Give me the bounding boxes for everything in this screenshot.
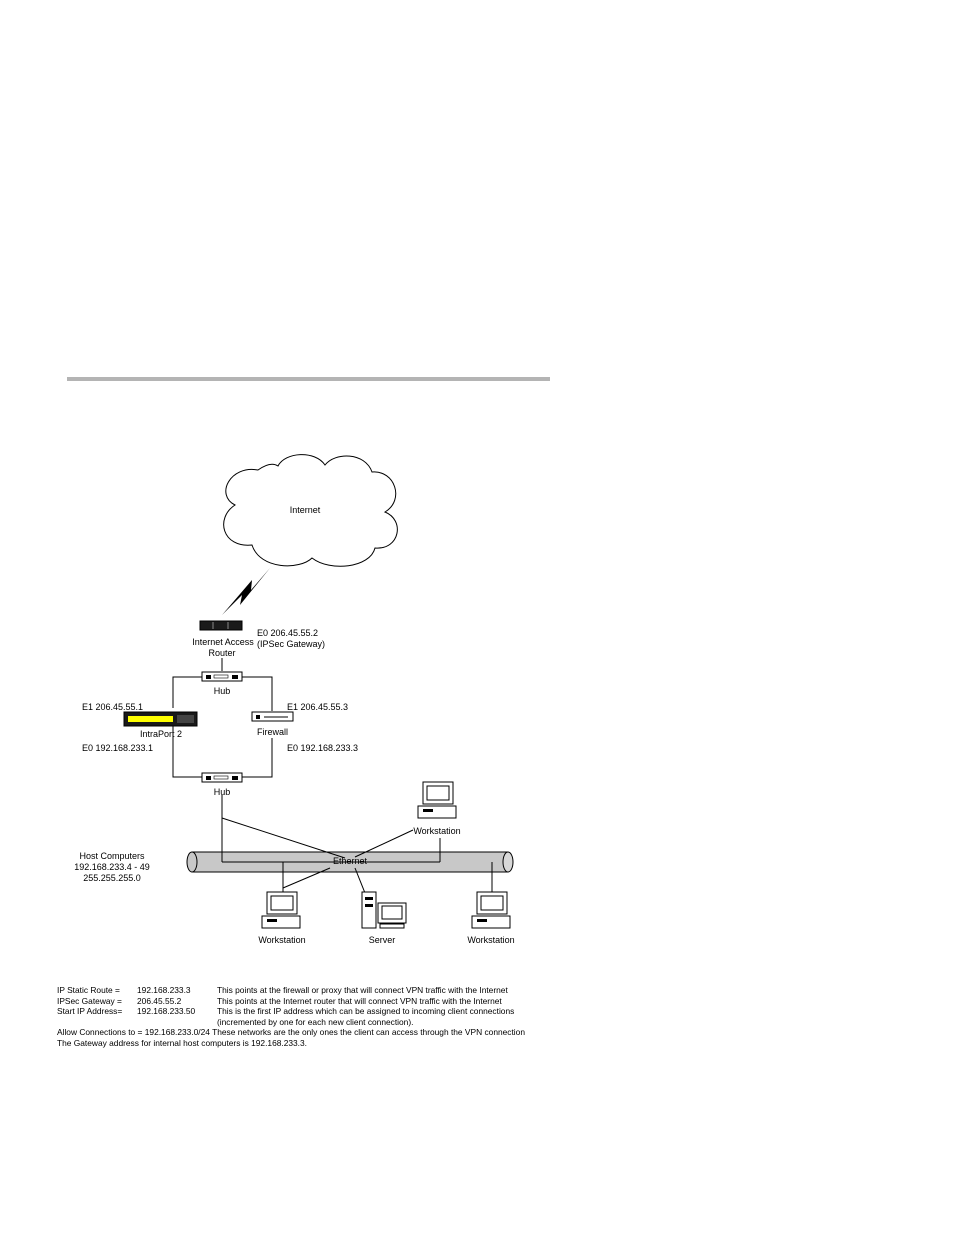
hosts-label-line2: 192.168.233.4 - 49 xyxy=(74,862,150,872)
intraport-label: IntraPort 2 xyxy=(140,729,183,739)
lightning-bolt-icon xyxy=(222,568,270,615)
intraport-device-icon xyxy=(124,712,197,726)
legend-allow-text: Allow Connections to = 192.168.233.0/24 These networks are the only ones the client can access through the VPN connection xyxy=(57,1027,525,1038)
internet-label: Internet xyxy=(289,505,321,515)
firewall-e0-label: E0 192.168.233.3 xyxy=(287,743,359,753)
top-hub-icon xyxy=(202,672,242,681)
workstation-left-icon xyxy=(262,892,300,928)
firewall-label: Firewall xyxy=(257,727,289,737)
legend-desc: This is the first IP address which can be assigned to incoming client connections xyxy=(217,1006,515,1017)
intraport-e1-label: E1 206.45.55.1 xyxy=(82,702,144,712)
firewall-icon xyxy=(252,712,293,721)
router-label-line2: Router xyxy=(208,648,236,658)
server-label: Server xyxy=(368,935,396,945)
legend-value: 192.168.233.50 xyxy=(137,1006,196,1017)
workstation-left-label: Workstation xyxy=(258,935,306,945)
hosts-label-line1: Host Computers xyxy=(79,851,145,861)
hosts-label-line3: 255.255.255.0 xyxy=(83,873,141,883)
workstation-top-label: Workstation xyxy=(413,826,461,836)
legend-value: 206.45.55.2 xyxy=(137,995,182,1006)
workstation-right-label: Workstation xyxy=(467,935,515,945)
router-e0-line2: (IPSec Gateway) xyxy=(257,639,326,649)
router-label-line1: Internet Access xyxy=(192,637,254,647)
router-e0-line1: E0 206.45.55.2 xyxy=(257,628,319,638)
router-icon xyxy=(200,621,242,630)
bottom-hub-icon xyxy=(202,773,242,782)
top-hub-label: Hub xyxy=(213,686,231,696)
legend-desc: This points at the Internet router that will connect VPN traffic with the Internet xyxy=(217,995,502,1006)
legend-gateway-text: The Gateway address for internal host computers is 192.168.233.3. xyxy=(57,1037,307,1048)
legend-desc: (incremented by one for each new client connection). xyxy=(217,1016,414,1027)
workstation-top-icon xyxy=(418,782,456,818)
intraport-e0-label: E0 192.168.233.1 xyxy=(82,743,154,753)
legend-key: IP Static Route = xyxy=(57,985,120,995)
workstation-right-icon xyxy=(472,892,510,928)
legend-value: 192.168.233.3 xyxy=(137,985,191,995)
ethernet-label: Ethernet xyxy=(332,856,368,866)
firewall-e1-label: E1 206.45.55.3 xyxy=(287,702,349,712)
legend-key: IPSec Gateway = xyxy=(57,995,122,1006)
legend-desc: This points at the firewall or proxy that will connect VPN traffic with the Internet xyxy=(217,985,508,995)
bottom-hub-label: Hub xyxy=(213,787,231,797)
legend-key: Start IP Address= xyxy=(57,1006,123,1017)
server-icon xyxy=(362,892,406,928)
